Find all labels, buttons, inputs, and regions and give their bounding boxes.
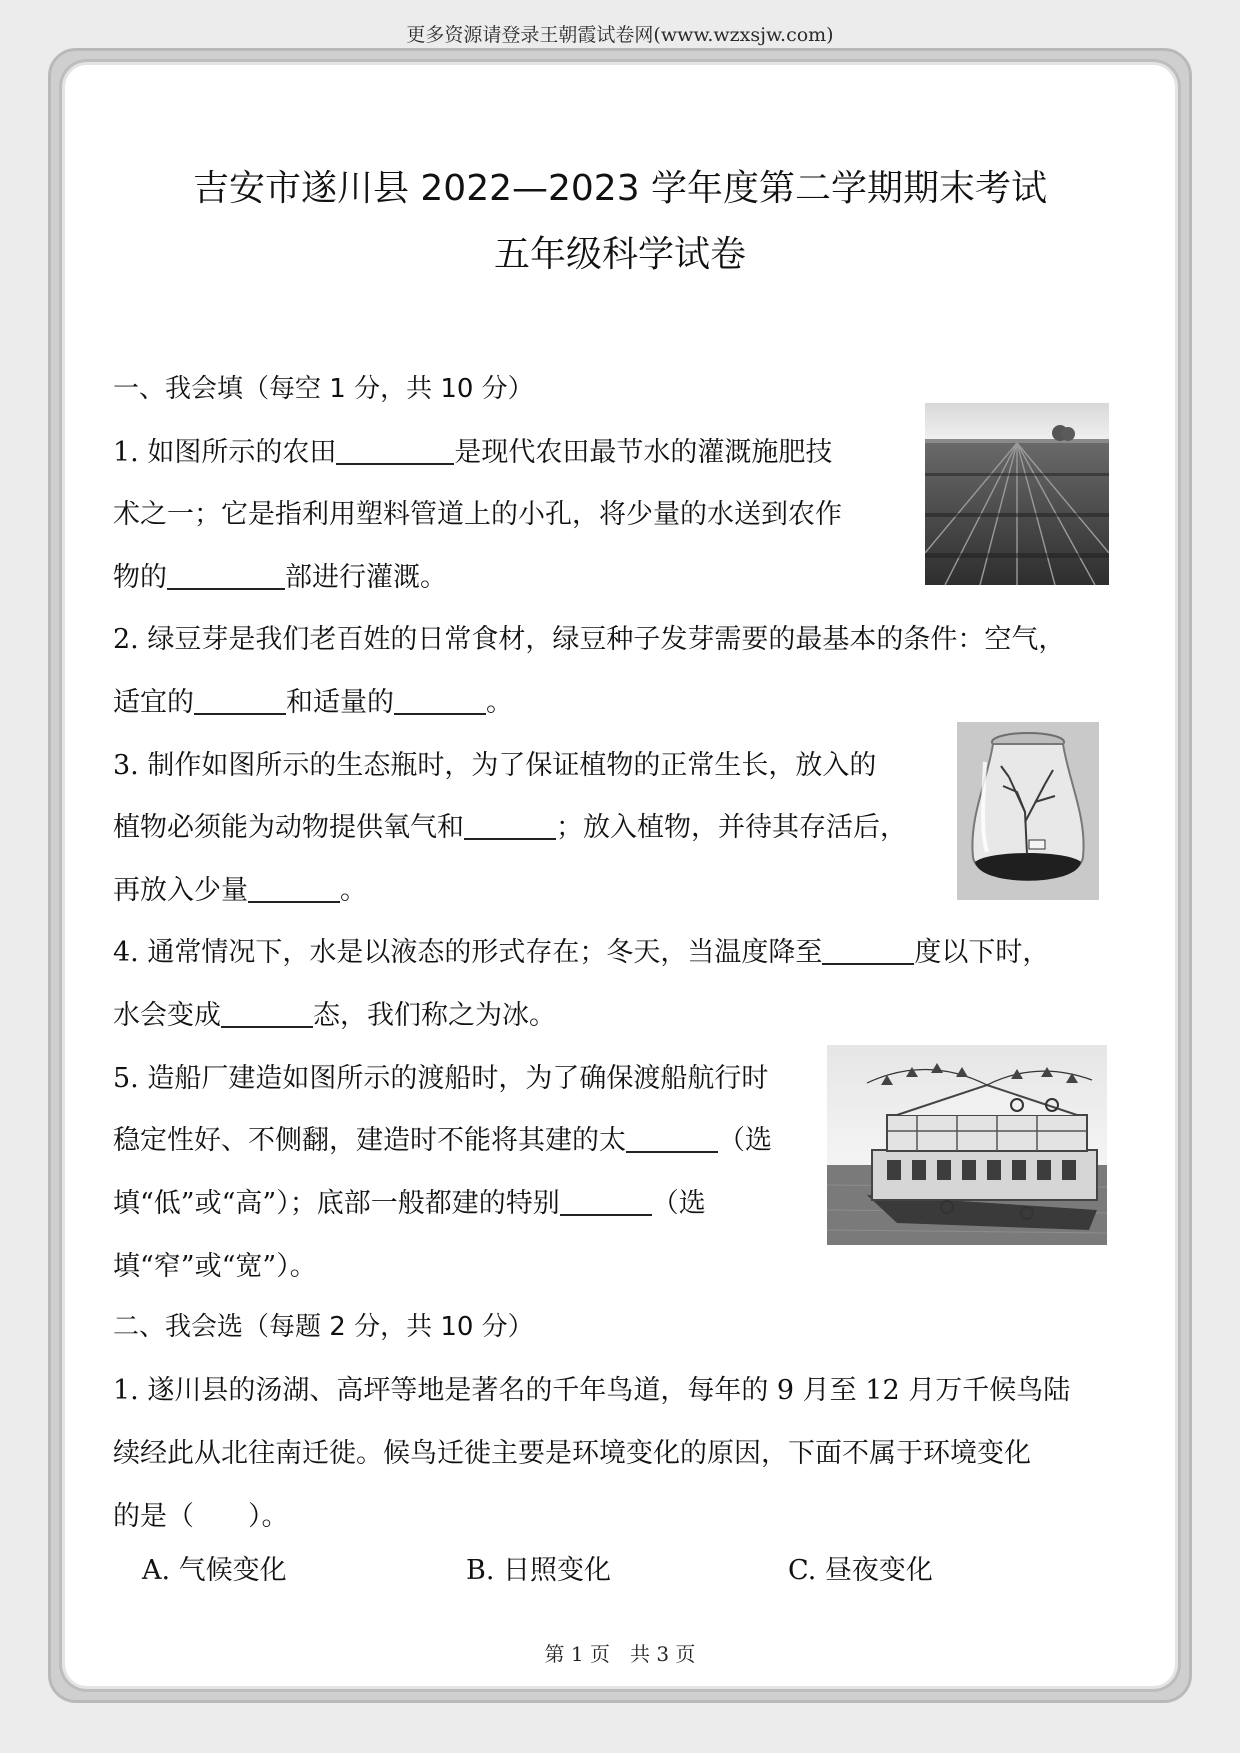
q2-text-c: 。 [486,687,513,718]
q5-blank2 [560,1188,652,1216]
bottle-drawing [957,722,1099,900]
ferry-drawing [827,1045,1107,1245]
q3-line2 [113,805,907,844]
q4-blank1 [822,937,914,965]
q5-blank1 [626,1125,718,1153]
q4-text-d: 态，我们称之为冰。 [313,1000,556,1031]
q4-text-a: 4. 通常情况下，水是以液态的形式存在；冬天，当温度降至 [113,937,823,968]
q2-blank2 [394,687,486,715]
section2-heading: 二、我会选（每题 2 分，共 10 分） [113,1312,534,1342]
s2q1-line1: 1. 遂川县的汤湖、高坪等地是著名的千年鸟道，每年的 9 月至 12 月万千候鸟陆 [113,1375,1071,1406]
q5-line4: 填“窄”或“宽”）。 [113,1251,317,1282]
q1-line2: 术之一；它是指利用塑料管道上的小孔，将少量的水送到农作 [113,499,842,530]
q1-text-a: 1. 如图所示的农田 [113,437,337,468]
s2q1-line3: 的是（ ）。 [113,1501,289,1532]
q5-line1: 5. 造船厂建造如图所示的渡船时，为了确保渡船航行时 [113,1063,769,1094]
q5-line3 [113,1181,706,1220]
ferry-boat-image [827,1045,1107,1245]
q2-text-a: 适宜的 [113,687,194,718]
q2-line2 [113,680,513,719]
farmland-drawing [925,403,1109,585]
q3-line1: 3. 制作如图所示的生态瓶时，为了保证植物的正常生长，放入的 [113,750,877,781]
q1-line3 [113,555,447,594]
ecological-bottle-image [957,722,1099,900]
q3-blank1 [464,812,556,840]
q2-blank1 [194,687,286,715]
q3-text-a: 植物必须能为动物提供氧气和 [113,812,464,843]
q3-text-b: ；放入植物，并待其存活后， [556,812,907,843]
q1-blank1 [336,437,454,465]
q3-text-c: 再放入少量 [113,875,248,906]
q3-text-d: 。 [340,875,367,906]
q2-line1: 2. 绿豆芽是我们老百姓的日常食材，绿豆种子发芽需要的最基本的条件：空气， [113,624,1066,655]
q1-text-b: 是现代农田最节水的灌溉施肥技 [454,437,833,468]
q1-blank2 [167,562,285,590]
q1-line1 [113,430,832,469]
q1-text-d: 部进行灌溉。 [285,562,447,593]
farmland-drip-irrigation-image [925,403,1109,585]
option-b: B. 日照变化 [466,1555,612,1586]
watermark-text: 更多资源请登录王朝霞试卷网(www.wzxsjw.com) [406,24,834,46]
option-c: C. 昼夜变化 [788,1555,933,1586]
q5-text-b: （选 [718,1125,772,1156]
exam-subtitle: 五年级科学试卷 [493,234,746,275]
q4-line1 [113,930,1049,969]
q4-line2 [113,993,556,1032]
q2-text-b: 和适量的 [286,687,394,718]
q3-line3 [113,868,367,907]
q3-blank2 [248,875,340,903]
page-footer: 第 1 页 共 3 页 [544,1642,696,1666]
q4-blank2 [221,1000,313,1028]
q5-text-d: （选 [651,1188,706,1219]
q4-text-b: 度以下时， [914,937,1050,968]
option-a: A. 气候变化 [142,1555,287,1586]
q5-text-a: 稳定性好、不侧翻，建造时不能将其建的太 [113,1125,626,1156]
q4-text-c: 水会变成 [113,1000,221,1031]
s2q1-line2: 续经此从北往南迁徙。候鸟迁徙主要是环境变化的原因，下面不属于环境变化 [113,1438,1031,1469]
q1-text-c: 物的 [113,562,167,593]
q5-text-c: 填“低”或“高”）；底部一般都建的特别 [113,1188,560,1219]
section1-heading: 一、我会填（每空 1 分，共 10 分） [113,374,534,404]
q5-line2 [113,1118,772,1157]
exam-title: 吉安市遂川县 2022—2023 学年度第二学期期末考试 [192,168,1048,209]
